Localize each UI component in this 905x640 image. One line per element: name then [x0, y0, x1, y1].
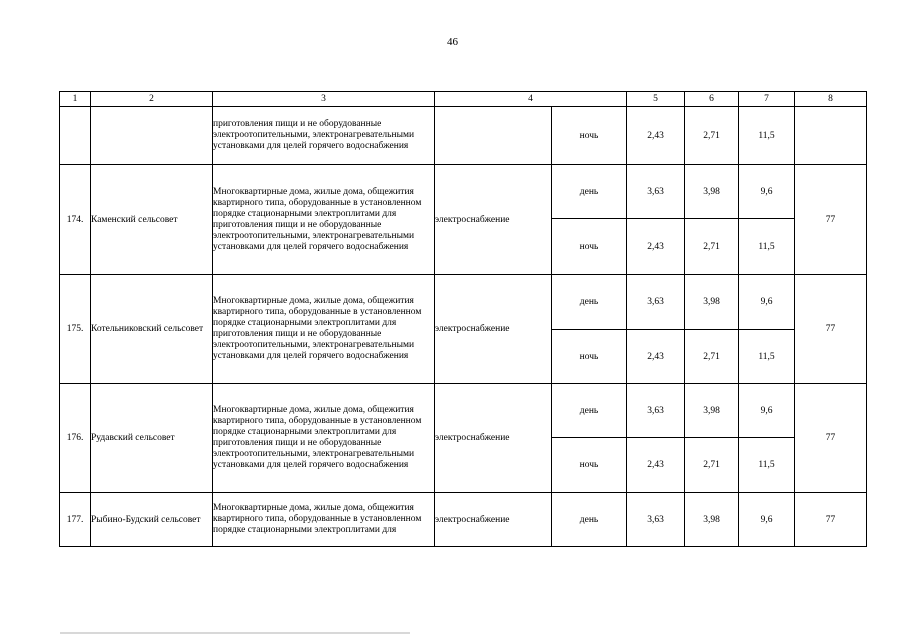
row-number-cell — [60, 107, 91, 165]
header-row — [60, 92, 867, 107]
value-6-cell: 2,71 — [685, 107, 739, 165]
value-6-cell: 2,71 — [685, 219, 739, 275]
value-5-cell: 3,63 — [627, 384, 685, 438]
description-cell: Многоквартирные дома, жилые дома, общежития квартирного типа, оборудованные в установленном порядке стационарными электроплитами для приготовления пищи и не оборудованные электроотопительными, электронагревательными установками для целей горячего водоснабжения — [213, 384, 435, 493]
footer-scan-line — [60, 632, 410, 634]
row-number-cell: 175. — [60, 275, 91, 384]
value-6-cell: 3,98 — [685, 384, 739, 438]
period-cell: ночь — [552, 219, 627, 275]
service-cell: электроснабжение — [435, 165, 552, 275]
value-7-cell: 11,5 — [739, 219, 795, 275]
settlement-name-cell — [91, 107, 213, 165]
value-6-cell: 3,98 — [685, 275, 739, 330]
settlement-name-cell: Рыбино-Будский сельсовет — [91, 493, 213, 547]
header-cell-8: 8 — [795, 92, 867, 107]
value-8-cell: 77 — [795, 275, 867, 384]
header-cell-1: 1 — [60, 92, 91, 107]
header-cell-5: 5 — [627, 92, 685, 107]
description-cell: Многоквартирные дома, жилые дома, общежития квартирного типа, оборудованные в установленном порядке стационарными электроплитами для приготовления пищи и не оборудованные электроотопительными, электронагревательными установками для целей горячего водоснабжения — [213, 165, 435, 275]
header-cell-4: 4 — [435, 92, 627, 107]
value-7-cell: 11,5 — [739, 107, 795, 165]
row-number-cell: 176. — [60, 384, 91, 493]
header-cell-7: 7 — [739, 92, 795, 107]
value-6-cell: 3,98 — [685, 493, 739, 547]
value-5-cell: 2,43 — [627, 330, 685, 384]
value-6-cell: 2,71 — [685, 330, 739, 384]
table-row — [60, 493, 867, 547]
value-5-cell: 2,43 — [627, 219, 685, 275]
period-cell: ночь — [552, 330, 627, 384]
value-7-cell: 11,5 — [739, 438, 795, 493]
service-cell: электроснабжение — [435, 275, 552, 384]
settlement-name-cell: Рудавский сельсовет — [91, 384, 213, 493]
value-5-cell: 3,63 — [627, 493, 685, 547]
period-cell: день — [552, 493, 627, 547]
header-cell-2: 2 — [91, 92, 213, 107]
value-5-cell: 3,63 — [627, 165, 685, 219]
page-number: 46 — [447, 36, 458, 48]
settlement-name-cell: Каменский сельсовет — [91, 165, 213, 275]
value-6-cell: 2,71 — [685, 438, 739, 493]
period-cell: ночь — [552, 438, 627, 493]
value-5-cell: 3,63 — [627, 275, 685, 330]
value-5-cell: 2,43 — [627, 438, 685, 493]
period-cell: день — [552, 165, 627, 219]
value-8-cell: 77 — [795, 384, 867, 493]
value-6-cell: 3,98 — [685, 165, 739, 219]
row-number-cell: 177. — [60, 493, 91, 547]
value-7-cell: 9,6 — [739, 384, 795, 438]
period-cell: день — [552, 384, 627, 438]
value-7-cell: 9,6 — [739, 165, 795, 219]
value-8-cell: 77 — [795, 493, 867, 547]
table-row — [60, 275, 867, 330]
value-8-cell — [795, 107, 867, 165]
row-number-cell: 174. — [60, 165, 91, 275]
period-cell: ночь — [552, 107, 627, 165]
value-7-cell: 11,5 — [739, 330, 795, 384]
value-5-cell: 2,43 — [627, 107, 685, 165]
description-cell: приготовления пищи и не оборудованные электроотопительными, электронагревательными установками для целей горячего водоснабжения — [213, 107, 435, 165]
period-cell: день — [552, 275, 627, 330]
description-cell: Многоквартирные дома, жилые дома, общежития квартирного типа, оборудованные в установленном порядке стационарными электроплитами для приготовления пищи и не оборудованные электроотопительными, электронагревательными установками для целей горячего водоснабжения — [213, 275, 435, 384]
value-7-cell: 9,6 — [739, 275, 795, 330]
table-row — [60, 384, 867, 438]
tariff-table — [59, 91, 867, 547]
header-cell-3: 3 — [213, 92, 435, 107]
service-cell: электроснабжение — [435, 384, 552, 493]
value-7-cell: 9,6 — [739, 493, 795, 547]
table-row — [60, 165, 867, 219]
header-cell-6: 6 — [685, 92, 739, 107]
settlement-name-cell: Котельниковский сельсовет — [91, 275, 213, 384]
description-cell: Многоквартирные дома, жилые дома, общежития квартирного типа, оборудованные в установленном порядке стационарными электроплитами для — [213, 493, 435, 547]
service-cell — [435, 107, 552, 165]
table-row — [60, 107, 867, 165]
value-8-cell: 77 — [795, 165, 867, 275]
service-cell: электроснабжение — [435, 493, 552, 547]
